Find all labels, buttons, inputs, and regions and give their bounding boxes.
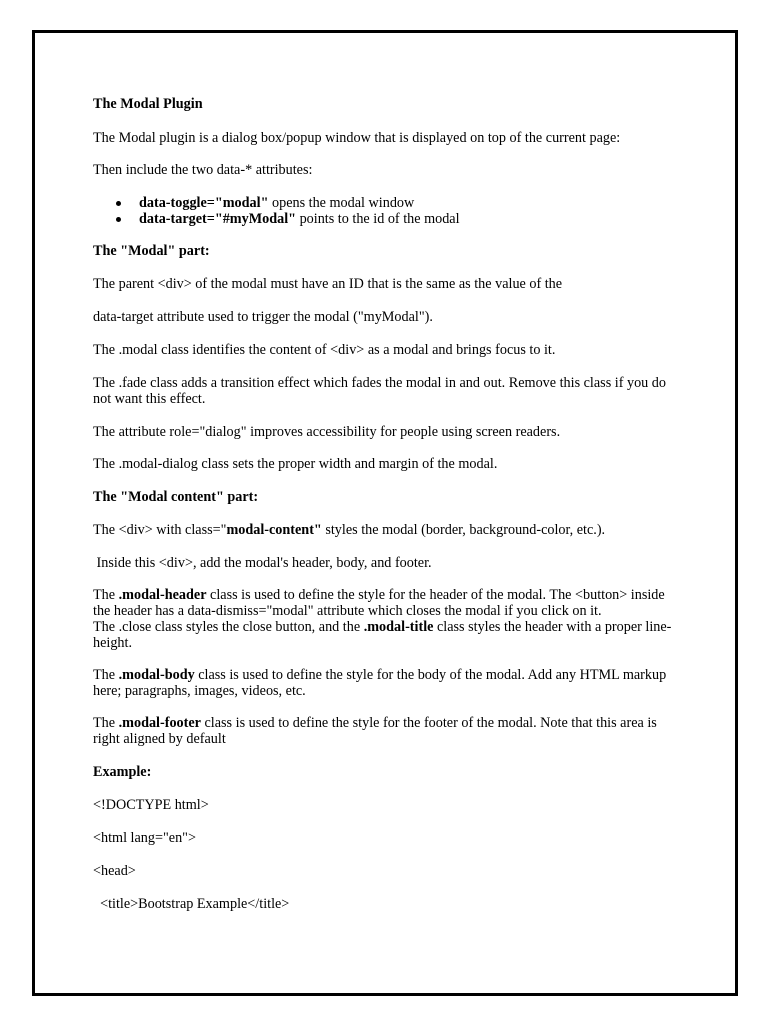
text-segment: The (93, 667, 119, 683)
example-heading: Example: (93, 764, 152, 780)
modal-paragraph-1: The parent <div> of the modal must have an ID that is the same as the value of the (93, 276, 563, 292)
text-segment: The .close class styles the close button, and the (93, 619, 364, 635)
modal-paragraph-4: The .fade class adds a transition effect which fades the modal in and out. Remove this class if you do not want this effect. (93, 375, 666, 407)
bullet-item-target (93, 211, 460, 227)
modal-body-paragraph (93, 667, 683, 699)
modal-paragraph-2: data-target attribute used to trigger the modal ("myModal"). (93, 309, 433, 325)
text-segment: styles the modal (border, background-color, etc.). (321, 522, 606, 538)
text-segment: The (93, 715, 119, 731)
modal-content-heading: The "Modal content" part: (93, 489, 259, 505)
code-segment: modal-content" (226, 522, 322, 538)
text-segment: class is used to define the style for the body of the modal. Add any HTML markup here; paragraphs, images, videos, etc. (93, 667, 667, 699)
modal-header-paragraph (93, 587, 683, 651)
modal-content-paragraph-1 (93, 522, 605, 538)
bullet-dot-icon (116, 201, 121, 206)
modal-paragraph-5: The attribute role="dialog" improves accessibility for people using screen readers. (93, 424, 561, 440)
code-line-html: <html lang="en"> (93, 830, 196, 846)
doc-title: The Modal Plugin (93, 96, 203, 112)
bullet-code: data-toggle="modal" (139, 195, 269, 211)
modal-paragraph-6: The .modal-dialog class sets the proper width and margin of the modal. (93, 456, 498, 472)
code-line-doctype: <!DOCTYPE html> (93, 797, 209, 813)
code-line-head: <head> (93, 863, 136, 879)
intro-paragraph: The Modal plugin is a dialog box/popup window that is displayed on top of the current page: (93, 130, 621, 146)
modal-part-heading: The "Modal" part: (93, 243, 210, 259)
bullet-text: opens the modal window (268, 195, 415, 211)
bullet-text: points to the id of the modal (296, 211, 460, 227)
code-segment: .modal-footer (118, 715, 201, 731)
bullet-code: data-target="#myModal" (139, 211, 297, 227)
bullet-item-toggle (93, 195, 460, 211)
text-segment: class styles the header with a proper line-height. (93, 619, 672, 651)
code-line-title: <title>Bootstrap Example</title> (93, 896, 290, 912)
modal-content-paragraph-2: Inside this <div>, add the modal's header, body, and footer. (93, 555, 432, 571)
include-attrs-paragraph: Then include the two data-* attributes: (93, 162, 313, 178)
modal-footer-paragraph (93, 715, 683, 747)
text-segment: The <div> with class=" (93, 522, 227, 538)
text-segment: The (93, 587, 119, 603)
text-segment: class is used to define the style for the footer of the modal. Note that this area is right aligned by default (93, 715, 657, 747)
text-segment: class is used to define the style for the header of the modal. The <button> inside the header has a data-dismiss="modal" attribute which closes the modal if you click on it. (93, 587, 665, 619)
attribute-bullet-list (93, 195, 460, 227)
code-segment: .modal-title (363, 619, 434, 635)
modal-paragraph-3: The .modal class identifies the content of <div> as a modal and brings focus to it. (93, 342, 556, 358)
bullet-dot-icon (116, 217, 121, 222)
code-segment: .modal-header (118, 587, 207, 603)
code-segment: .modal-body (118, 667, 195, 683)
